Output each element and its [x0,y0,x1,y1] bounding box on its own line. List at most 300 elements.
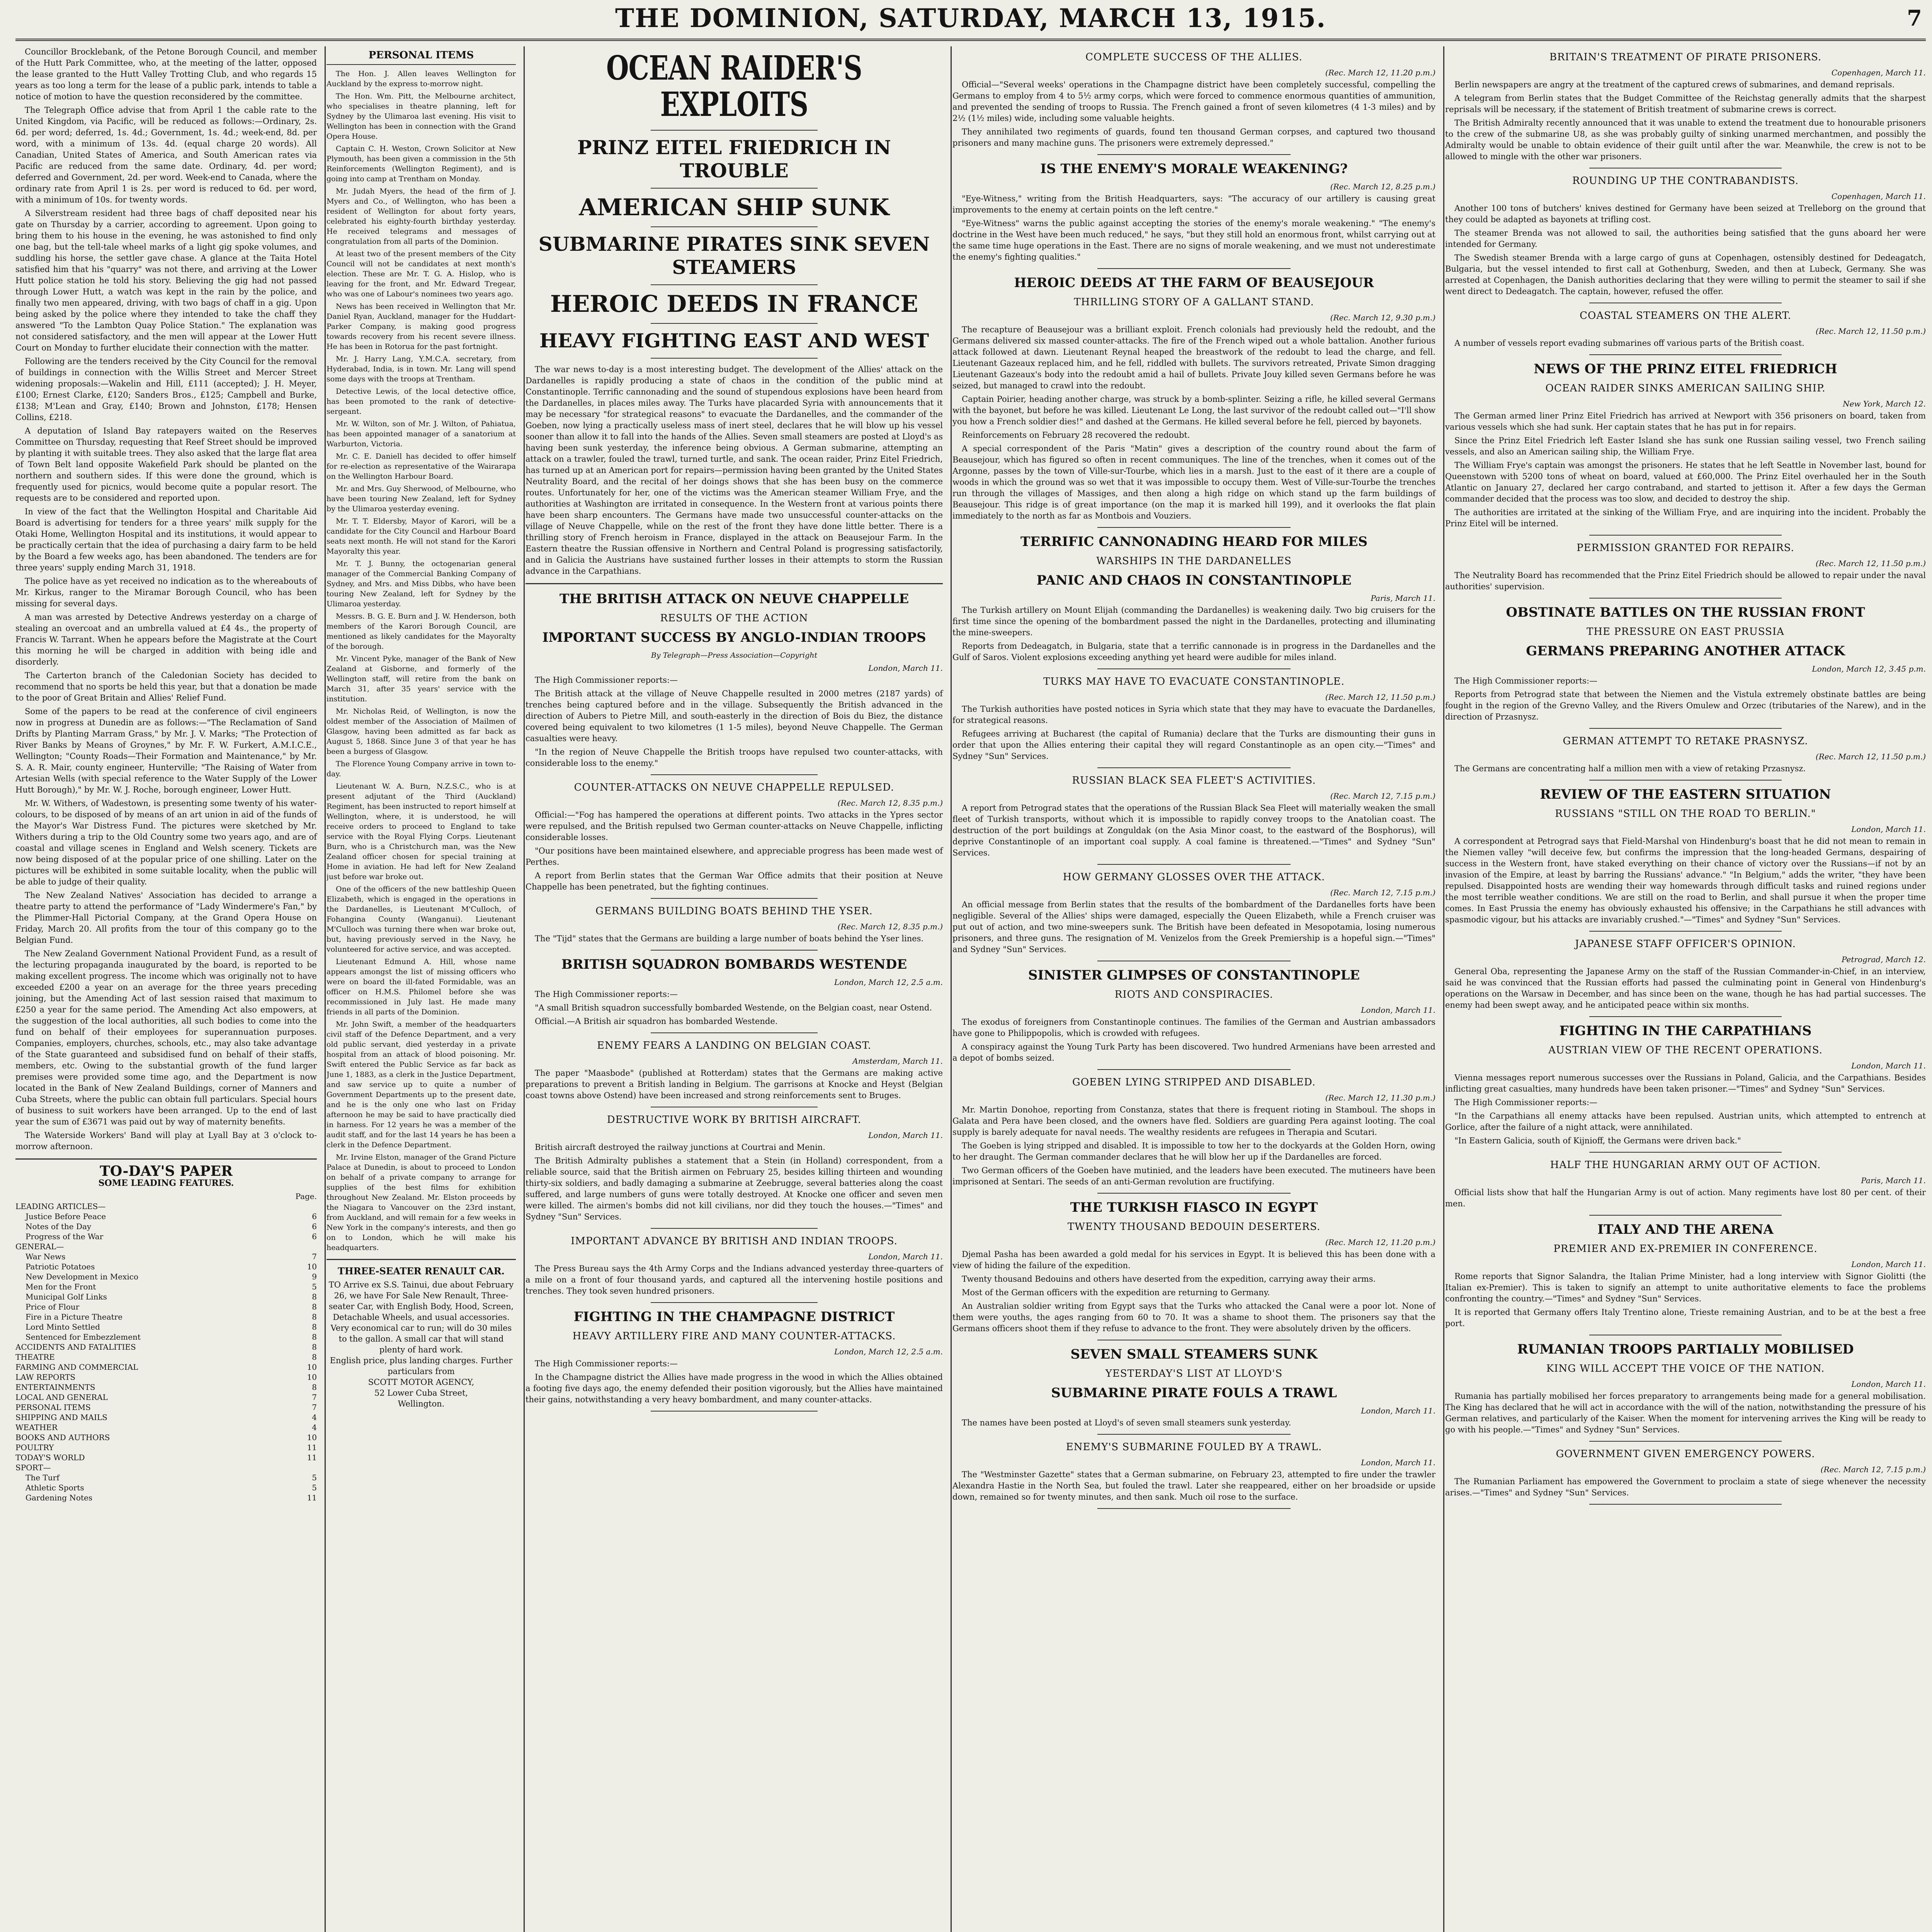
contents-label: BOOKS AND AUTHORS [15,1433,110,1442]
section-paragraph: The steamer Brenda was not allowed to sail, the authorities being satisfied that the guns aboard her were intended for Germany. [1445,228,1926,249]
divider [651,284,818,285]
contents-row [15,1452,317,1463]
column-local-news [15,46,326,1932]
personal-item: The Florence Young Company arrive in town to-day. [327,760,516,778]
section-paragraph: The names have been posted at Lloyd's of seven small steamers sunk yesterday. [962,1418,1291,1427]
divider [1097,1193,1291,1194]
section-subheadline: RIOTS AND CONSPIRACIES. [1114,989,1274,1000]
section-headline: FIGHTING IN THE CARPATHIANS [1559,1023,1812,1039]
section-paragraph: The "Tijd" states that the Germans are building a large number of boats behind the Yser lines. [535,934,924,943]
divider [1097,154,1291,155]
section-paragraph: A special correspondent of the Paris "Matin" gives a description of the country round about the farm of Beausejour, which has figured so often in recent communiques. The line of the trenches, when it comes out of the Argonne, passes by the town of Ville-sur-Tourbe, which lies in a marsh. Just to the east of it there are a couple of woods in which the ground was so wet that it was impossible to occupy them. West of Ville-sur-Tourbe the trenches run through the villages of Massiges, and then along a high ridge on which stand up the farm buildings of Beausejour. This ridge is of great importance (on the map it is marked hill 199), and it overlooks the flat plain immediately to the north as far as Montbois and Vouziers. [952,444,1435,520]
contents-label: LAW REPORTS [15,1372,76,1382]
section-paragraph: Captain Poirier, heading another charge, was struck by a bomb-splinter. Seizing a rifle, he killed several Germans with the bayonet, but before he was killed. Lieutenant Le Long, the last survivor of the redoubt called out—"I'll show you how a French soldier dies!" and dashed at the Germans. He killed several before he fell, pierced by bayonets. [952,395,1435,426]
news-section [526,590,943,775]
contents-box [15,1163,317,1503]
contents-row [15,1372,317,1382]
section-paragraph: A correspondent at Petrograd says that Field-Marshal von Hindenburg's boast that he did not mean to remain in the Niemen valley "will deceive few, but confirms the impression that the long-headed Germans, despairing of success in the Western front, have staked everything on their chance of victory over the Russians—if not by an invasion of the Empire, at least by barring the Russians' advance." "In Belgium," adds the writer, "they have been repulsed. Disappointed hosts are wending their way homewards through difficult tasks and ruined regions under the most terrible weather conditions. We are still on the road to Berlin, and shall pursue it when the proper time comes. In East Prussia the enemy has obviously exhausted his offensive; in the Carpathians he still advances with spasmodic vigour, but his attacks are invariably crushed."—"Times" and Sydney "Sun" Services. [1445,837,1926,924]
personal-item: Mr. T. T. Eldersby, Mayor of Karori, will be a candidate for the City Council and Harbour Board seats next month. He will not stand for the Karori Mayoralty this year. [327,517,516,556]
section-headline: IMPORTANT ADVANCE BY BRITISH AND INDIAN TROOPS. [571,1235,898,1247]
ad-line: SCOTT MOTOR AGENCY, [368,1378,474,1387]
news-section [1445,361,1926,536]
section-paragraph: "Eye-Witness" warns the public against accepting the stories of the enemy's morale weakening." "The enemy's doctrine in the West have been much reduced," he says, "but they still hold an enormous front, whilst carrying out at the same time huge operations in the East. There are no signs of morale weakening, and we must not underestimate the enemy's fighting qualities." [952,219,1435,262]
contents-row [15,1432,317,1442]
contents-page: 10 [307,1362,317,1372]
lead-paragraph: The war news to-day is a most interesting budget. The development of the Allies' attack on the Dardanelles is rapidly producing a state of chaos in the condition of the public mind at Constantinople. Terrific cannonading and the sound of stupendous explosions have been heard from the Dardanelles, in places miles away. The Turks have placarded Syria with announcements that it may be necessary "for strategical reasons" to evacuate the Dardanelles, and the commander of the Goeben, now lying a practically useless mass of inert steel, declares that he will blow up his vessel sooner than allow it to fall into the hands of the Allies. Seven small steamers are posted at Lloyd's as having been sunk yesterday, the inference being obvious. A German submarine, attempting an attack on a trawler, fouled the trawl, turned turtle, and sank. The ocean raider, Prinz Eitel Friedrich, has turned up at an American port for repairs—permission having been granted by the United States Neutrality Board, and the recital of her doings shows that she has been busy on the commerce routes. Unfortunately for her, one of the victims was the American steamer William Frye, and the authorities at Washington are irritated in consequence. In the Western front at various points there have been sharp encounters. The Germans have made two unsuccessful counter-attacks on the village of Neuve Chappelle, while on the rest of the front they have done little better. There is a thrilling story of French heroism in France, displayed in the attack on Beausejour Farm. In the Eastern theatre the Russian offensive in Northern and Central Poland is progressing satisfactorily, and in Galicia the Austrians have sustained further losses in their attempts to storm the Russian advance in the Carpathians. [526,365,943,576]
dateline: London, March 11. [868,1252,943,1261]
contents-page: 8 [312,1352,317,1362]
contents-row [15,1312,317,1322]
masthead [15,0,1926,41]
divider [651,898,818,899]
contents-label: Justice Before Peace [26,1212,106,1221]
section-paragraph: Mr. Martin Donohoe, reporting from Constanza, states that there is frequent rioting in Stamboul. The shops in Galata and Pera have been closed, and the owners have fled. Soldiers are guarding Pera against looting. The coal supply is barely adequate for naval needs. The wealthy residents are refugees in Therapia and Scutari. [952,1105,1435,1137]
section-headline: NEWS OF THE PRINZ EITEL FRIEDRICH [1534,361,1837,377]
news-paragraph: The Carterton branch of the Caledonian Society has decided to recommend that no sports be held this year, but that a donation be made to the poor of Great Britain and Allies' Relief Fund. [15,671,317,702]
personal-item: At least two of the present members of the City Council will not be candidates at next month's election. These are Mr. T. G. A. Hislop, who is leaving for the front, and Mr. Edward Tregear, who was one of Labour's nominees two years ago. [327,250,516,298]
contents-label: Fire in a Picture Theatre [26,1312,123,1321]
contents-row [15,1342,317,1352]
contents-label: ACCIDENTS AND FATALITIES [15,1342,136,1352]
contents-row [15,1282,317,1292]
section-paragraph: Most of the German officers with the expedition are returning to Germany. [962,1288,1270,1297]
personal-items-paragraphs [327,69,516,1253]
contents-label: FARMING AND COMMERCIAL [15,1362,138,1372]
section-headline: BRITAIN'S TREATMENT OF PIRATE PRISONERS. [1549,51,1822,63]
section-subheadline: RUSSIANS "STILL ON THE ROAD TO BERLIN." [1555,808,1816,820]
divider [1097,527,1291,528]
headline-prinz-eitel: PRINZ EITEL FRIEDRICH IN TROUBLE [577,136,891,182]
ad-title: THREE-SEATER RENAULT CAR. [338,1265,505,1277]
section-headline: IS THE ENEMY'S MORALE WEAKENING? [1040,161,1348,177]
cable-credit: By Telegraph—Press Association—Copyright [651,651,818,660]
dateline: (Rec. March 12, 11.50 p.m.) [1815,559,1926,568]
personal-item: Lieutenant W. A. Burn, N.Z.S.C., who is at present adjutant of the Third (Auckland) Regiment, has been instructed to report himself at Wellington, where, it is understood, he will receive orders to proceed to England to take service with the Royal Flying Corps. Lieutenant Burn, who is a Christchurch man, was the New Zealand officer chosen for special training at Home in aviation. He had left for New Zealand just before war broke out. [327,782,516,881]
divider [651,226,818,227]
news-section [1445,50,1926,168]
section-paragraph: Official lists show that half the Hungarian Army is out of action. Many regiments have lost 80 per cent. of their men. [1445,1188,1926,1208]
section-subheadline: IMPORTANT SUCCESS BY ANGLO-INDIAN TROOPS [542,630,926,645]
news-section [526,1308,943,1412]
contents-row [15,1302,317,1312]
news-paragraph: A deputation of Island Bay ratepayers waited on the Reserves Committee on Thursday, requesting that Reef Street should be improved by planting it with suitable trees. They also asked that the large flat area of Town Belt land opposite Wakefield Park should be planted on the northern and southern sides. If this were done the ground, which is frequently used for picnics, would become quite a popular resort. The requests are to be considered and reported upon. [15,426,317,503]
news-section [526,1113,943,1229]
news-section [1445,604,1926,729]
divider [651,1228,818,1229]
divider [1589,728,1782,729]
headline-heroic-deeds: HEROIC DEEDS IN FRANCE [550,291,918,318]
divider [651,1411,818,1412]
section-paragraph: "In the region of Neuve Chappelle the British troops have repulsed two counter-attacks, with considerable loss to the enemy." [526,747,943,768]
personal-item: Captain C. H. Weston, Crown Solicitor at New Plymouth, has been given a commission in the 5th Reinforcements (Wellington Regiment), and is going into camp at Trentham on Monday. [327,145,516,183]
news-paragraph: In view of the fact that the Wellington Hospital and Charitable Aid Board is advertising for tenders for a three years' milk supply for the Otaki Home, Wellington Hospital and its institutions, it would appear to be practically certain that the idea of purchasing a dairy farm to be held by the Board a few weeks ago, has been abandoned. The tenders are for three years' supply ending March 31, 1918. [15,507,317,572]
divider [651,130,818,131]
divider [1097,1508,1291,1509]
contents-row [15,1362,317,1372]
news-paragraph: A Silverstream resident had three bags of chaff deposited near his gate on Thursday by a carrier, according to agreement. Upon going to bring them to his house in the evening, he was astonished to find only one bag, but the tell-tale wheel marks of a light gig spoke volumes, and suddling his horse, the settler gave chase. A glance at the Taita Hotel satisfied him that his "quarry" was not there, and arriving at the Lower Hutt police station he told his story. Believing the gig had not passed through Lower Hutt, a watch was kept in the rain by the police, and finally two men appeared, driving, with two bags of chaff in a gig. Upon being asked by the police where they intended to take the chaff they answered "To the Lambton Quay Police Station." The explanation was not considered satisfactory, and the men will appear at the Lower Hutt Court on Monday to further elucidate their connection with the matter. [15,209,317,352]
section-headline: RUSSIAN BLACK SEA FLEET'S ACTIVITIES. [1072,775,1316,786]
dateline: (Rec. March 12, 7.15 p.m.) [1330,791,1435,801]
contents-row [15,1422,317,1432]
personal-item: Mr. T. J. Bunny, the octogenarian general manager of the Commercial Banking Company of Sydney, and Mrs. and Miss Dibbs, who have been touring New Zealand, left for Sydney by the Ulimaroa yesterday. [327,560,516,608]
contents-row [15,1412,317,1422]
section-paragraph: A report from Berlin states that the German War Office admits that their position at Neuve Chappelle has been penetrated, but the fighting continues. [526,871,943,891]
contents-label: SPORT— [15,1463,51,1472]
news-section [952,675,1435,768]
section-paragraph: The High Commissioner reports:— [1454,1098,1598,1107]
contents-subtitle: SOME LEADING FEATURES. [98,1178,234,1188]
contents-row [15,1402,317,1412]
section-headline: TURKS MAY HAVE TO EVACUATE CONSTANTINOPLE. [1043,676,1345,687]
column-dardanelles-news [952,46,1444,1932]
contents-page: 4 [312,1413,317,1422]
section-paragraph: Reports from Petrograd state that between the Niemen and the Vistula extremely obstinate battles are being fought in the region of the Grevno Valley, and the Rivers Omulew and Orzec (tributaries of the Narew), and in the direction of Przasnysz. [1445,690,1926,721]
section-headline: ENEMY'S SUBMARINE FOULED BY A TRAWL. [1066,1441,1322,1453]
section-paragraph: The authorities are irritated at the sinking of the William Frye, and are inquiring into the incident. Probably the Prinz Eitel will be interned. [1445,508,1926,528]
dateline: (Rec. March 12, 11.30 p.m.) [1325,1093,1435,1102]
news-section [1445,1447,1926,1505]
section-headline: THE TURKISH FIASCO IN EGYPT [1070,1200,1318,1215]
personal-item: Mr. John Swift, a member of the headquarters civil staff of the Defence Department, and a very old public servant, died yesterday in a private hospital from an attack of blood poisoning. Mr. Swift entered the Public Service as far back as June 1, 1883, as a clerk in the Justice Department, and saw service up to quite a number of Government Departments up to the present date, and he is the only one who last on Friday afternoon he may be said to have practically died in harness. For 12 years he was a member of the audit staff, and for the last 14 years he has been a clerk in the Defence Department. [327,1020,516,1149]
section-headline: COUNTER-ATTACKS ON NEUVE CHAPPELLE REPULSED. [574,782,895,793]
news-section [1445,541,1926,599]
section-headline: TERRIFIC CANNONADING HEARD FOR MILES [1020,534,1368,549]
contents-title: TO-DAY'S PAPER [100,1163,233,1179]
contents-page: 8 [312,1292,317,1301]
personal-item: Mr. Irvine Elston, manager of the Grand Picture Palace at Dunedin, is about to proceed to London on behalf of a private company to arrange for supplies of the best films for exhibition throughout New Zealand. Mr. Elston proceeds by the Niagara to Vancouver on the 23rd instant, from Auckland, and will remain for a few weeks in New York in the company's interests, and then go on to London, which he will make his headquarters. [327,1153,516,1252]
section-paragraph: Reinforcements on February 28 recovered the redoubt. [962,430,1190,440]
section-paragraph: The High Commissioner reports:— [535,990,678,999]
section-paragraph: In the Champagne district the Allies have made progress in the wood in which the Allies obtained a footing five days ago, the enemy defended their position vigorously, but the Allies have maintained their gains, notwithstanding a very heavy bombardment, and many counter-attacks. [526,1372,943,1404]
dardanelles-sections [952,50,1435,1509]
section-paragraph: Official:—"Fog has hampered the operations at different points. Two attacks in the Ypres sector were repulsed, and the British repulsed two German counter-attacks on Neuve Chappelle, inflicting considerable losses. [526,810,943,842]
divider [651,950,818,951]
contents-label: LOCAL AND GENERAL [15,1393,108,1402]
dateline: London, March 11. [868,663,943,673]
divider [651,774,818,775]
contents-row [15,1493,317,1503]
contents-page: 6 [312,1212,317,1221]
dateline: (Rec. March 12, 11.50 p.m.) [1815,327,1926,336]
contents-row [15,1201,317,1211]
section-headline: THE BRITISH ATTACK ON NEUVE CHAPPELLE [559,591,909,607]
news-section [1445,309,1926,355]
section-headline: GERMANS BUILDING BOATS BEHIND THE YSER. [595,905,873,917]
section-paragraph: The recapture of Beausejour was a brilliant exploit. French colonials had previously held the redoubt, and the Germans delivered six massed counter-attacks. The fire of the French wiped out a whole battalion. Another furious attack followed at dawn. Lieutenant Reynal heaped the breastwork of the redoubt to lead the charge, and fell. Lieutenant Gazeaux replaced him, and he fell, riddled with bullets. The survivors retreated, Private Simon dragging Lieutenant Gazeaux's body into the redoubt amid a hail of bullets. Private Jouy killed seven Germans before he was seized, but managed to crawl into the redoubt. [952,325,1435,390]
dateline: London, March 11. [868,1131,943,1140]
dateline: London, March 11. [1851,1061,1926,1070]
section-paragraph: An official message from Berlin states that the results of the bombardment of the Dardanelles forts have been negligible. Several of the Allies' ships were damaged, especially the Queen Elizabeth, while a French cruiser was put out of action, and two mine-sweepers sunk. The British have been defeated in Mesopotamia, losing numerous prisoners, and three guns. The resignation of M. Venizelos from the Greek Premiership is a hopeful sign.—"Times" and Sydney "Sun" Services. [952,900,1435,954]
section-headline: COASTAL STEAMERS ON THE ALERT. [1580,310,1791,321]
personal-item: Mr. Vincent Pyke, manager of the Bank of New Zealand at Gisborne, and formerly of the Wellington staff, will retire from the bank on March 31, after 35 years' service with the institution. [327,655,516,703]
contents-label: Athletic Sports [26,1483,84,1492]
contents-page: 9 [312,1272,317,1281]
section-headline: COMPLETE SUCCESS OF THE ALLIES. [1085,51,1303,63]
contents-label: Men for the Front [26,1282,96,1291]
news-section [526,781,943,899]
news-section [952,967,1435,1070]
contents-page: 8 [312,1342,317,1352]
ad-line: Wellington. [398,1399,445,1408]
contents-row [15,1382,317,1392]
news-section [952,1346,1435,1435]
contents-label: THEATRE [15,1352,55,1362]
dateline: Petrograd, March 12. [1841,955,1926,964]
contents-row [15,1221,317,1231]
divider [15,1158,317,1160]
personal-item: News has been received in Wellington that Mr. Daniel Ryan, Auckland, manager for the Huddart-Parker Company, is making good progress towards recovery from his recent severe illness. He has been in Rotorua for the past fortnight. [327,302,516,351]
section-paragraph: An Australian soldier writing from Egypt says that the Turks who attacked the Canal were a poor lot. None of them were youths, the ages ranging from 60 to 70. It was a shame to shoot them. The prisoners say that the Germans officers shoot them if they refuse to advance to the front. They were absolutely driven by the officers. [952,1301,1435,1333]
news-section [1445,1022,1926,1153]
section-paragraph: "In Eastern Galicia, south of Kijnioff, the Germans were driven back." [1454,1136,1741,1145]
divider [1589,1152,1782,1153]
section-subheadline: GERMANS PREPARING ANOTHER ATTACK [1526,643,1845,659]
contents-label: War News [26,1252,66,1261]
section-paragraph: Another 100 tons of butchers' knives destined for Germany have been seized at Trelleborg on the ground that they could be adapted as bayonets at trifling cost. [1445,204,1926,224]
contents-label: GENERAL— [15,1242,64,1251]
dateline: New York, March 12. [1843,399,1926,408]
dateline: London, March 12, 2.5 a.m. [834,1347,943,1356]
divider [651,358,818,359]
news-paragraph: The Waterside Workers' Band will play at Lyall Bay at 3 o'clock to-morrow afternoon. [15,1131,317,1151]
section-paragraph: The Goeben is lying stripped and disabled. It is impossible to tow her to the dockyards at the Golden Horn, owing to her draught. The German commander declares that he will blow her up if the Dardanelles are forced. [952,1141,1435,1162]
section-headline: SINISTER GLIMPSES OF CONSTANTINOPLE [1028,968,1360,983]
section-paragraph: The British Admiralty recently announced that it was unable to extend the treatment due to honourable prisoners to the crew of the submarine U8, as she was probably guilty of sinking unarmed merchantmen, and possibly the Admiralty would be unable to obtain evidence of their guilt until after the war. Meanwhile, the crew is not to be allowed to mingle with the other war prisoners. [1445,118,1926,161]
section-headline: FIGHTING IN THE CHAMPAGNE DISTRICT [573,1309,895,1325]
section-subheadline: YESTERDAY'S LIST AT LLOYD'S [1105,1368,1283,1379]
contents-label: Notes of the Day [26,1222,92,1231]
section-headline: PERMISSION GRANTED FOR REPAIRS. [1577,542,1794,554]
divider [327,1259,516,1260]
section-paragraph: The Turkish artillery on Mount Elijah (commanding the Dardanelles) is weakening daily. Two big cruisers for the first time since the opening of the bombardment passed the night in the Dardanelles, protecting and illuminating the mine-sweepers. [952,605,1435,637]
news-section [526,904,943,951]
news-paragraph: Mr. W. Withers, of Wadestown, is presenting some twenty of his water-colours, to be disposed of by means of an art union in aid of the funds of the Mayor's War Distress Fund. The pictures were sketched by Mr. Withers during a trip to the Old Country some two years ago, and are of coastal and village scenes in England and Welsh scenery. Tickets are now being disposed of at the popular price of one shilling. Later on the pictures will be exhibited in some suitable locality, when the public will be able to judge of their quality. [15,799,317,886]
section-paragraph: "Eye-Witness," writing from the British Headquarters, says: "The accuracy of our artillery is causing great improvements to the enemy at certain points on the left centre." [952,194,1435,214]
contents-row [15,1352,317,1362]
section-paragraph: "A small British squadron successfully bombarded Westende, on the Belgian coast, near Ostend. [535,1003,932,1012]
divider [1589,780,1782,781]
section-paragraph: Official.—A British air squadron has bombarded Westende. [535,1017,778,1026]
column-personal-items [327,46,525,1932]
personal-item: One of the officers of the new battleship Queen Elizabeth, which is engaged in the operations in the Dardanelles, is Lieutenant M'Culloch, of Fohangina County (Wanganui). Lieutenant M'Culloch was turning there when war broke out, but, having previously served in the Navy, he volunteered for active service, and was accepted. [327,885,516,954]
personal-item: Mr. C. E. Daniell has decided to offer himself for re-election as representative of the Wairarapa on the Wellington Harbour Board. [327,452,516,481]
section-paragraph: The German armed liner Prinz Eitel Friedrich has arrived at Newport with 356 prisoners on board, taken from various vessels which she had sunk. Her captain states that he has put in for repairs. [1445,411,1926,432]
contents-label: ENTERTAINMENTS [15,1383,95,1392]
divider [1589,1441,1782,1442]
masthead-title: THE DOMINION, SATURDAY, MARCH 13, 1915. [615,3,1327,33]
contents-page: 11 [307,1443,317,1452]
dateline: (Rec. March 12, 8.25 p.m.) [1330,182,1435,191]
section-headline: GERMAN ATTEMPT TO RETAKE PRASNYSZ. [1563,735,1808,747]
section-paragraph: The High Commissioner reports:— [535,675,678,685]
section-headline: SEVEN SMALL STEAMERS SUNK [1070,1347,1318,1362]
news-paragraph: The police have as yet received no indication as to the whereabouts of Mr. Kirkus, ranger to the Miramar Borough Council, who has been missing for several days. [15,577,317,608]
news-section [1445,1341,1926,1442]
contents-row [15,1473,317,1483]
section-paragraph: Vienna messages report numerous successes over the Russians in Poland, Galicia, and the Carpathians. Besides inflicting great casualties, many hundreds have been taken prisoner.—"Times" and Sydney "Sun" Services. [1445,1073,1926,1094]
section-headline: HEROIC DEEDS AT THE FARM OF BEAUSEJOUR [1014,275,1374,291]
headline-ocean-raider: OCEAN RAIDER'S EXPLOITS [606,49,862,124]
column-main-war-news [526,46,952,1932]
section-paragraph: Official—"Several weeks' operations in the Champagne district have been completely successful, compelling the Germans to employ from 4 to 5½ army corps, which were forced to commence enormous quantities of ammunition, and prevented the sending of troops to Russia. The French gained a front of seven kilometres (4 1-3 miles) and by 2½ (1½ miles) wide, including some valuable heights. [952,80,1435,123]
dateline: Paris, March 11. [1861,1176,1926,1185]
news-section [526,1039,943,1107]
contents-label: Municipal Golf Links [26,1292,107,1301]
news-paragraph: A man was arrested by Detective Andrews yesterday on a charge of stealing an overcoat and an umbrella valued at £4 4s., the property of Francis W. Tarrant. When he appears before the Magistrate at the Court this morning he will be charged in addition with being idle and disorderly. [15,612,317,667]
section-headline: OBSTINATE BATTLES ON THE RUSSIAN FRONT [1506,605,1865,620]
section-paragraph: A number of vessels report evading submarines off various parts of the British coast. [1454,338,1804,348]
dateline: (Rec. March 12, 11.50 p.m.) [1815,752,1926,761]
contents-label: Lord Minto Settled [26,1322,100,1332]
contents-page: 5 [312,1473,317,1482]
eastern-front-sections [1445,50,1926,1505]
news-section [952,1075,1435,1194]
section-paragraph: "In the Carpathians all enemy attacks have been repulsed. Austrian units, which attempted to entrench at Gorlice, after the failure of a night attack, were annihilated. [1445,1111,1926,1132]
personal-item: Mr. J. Harry Lang, Y.M.C.A. secretary, from Hyderabad, India, is in town. Mr. Lang will spend some days with the troops at Trentham. [327,355,516,383]
news-section [1445,174,1926,303]
contents-page: 8 [312,1383,317,1392]
section-headline: BRITISH SQUADRON BOMBARDS WESTENDE [561,957,907,972]
contents-label: LEADING ARTICLES— [15,1202,106,1211]
divider [1589,535,1782,536]
news-section [952,274,1435,528]
contents-label: Sentenced for Embezzlement [26,1332,141,1342]
divider [1097,1069,1291,1070]
section-paragraph: The Turkish authorities have posted notices in Syria which state that they may have to evacuate the Dardanelles, for strategical reasons. [952,704,1435,725]
section-paragraph: Rumania has partially mobilised her forces preparatory to arrangements being made for a general mobilisation. The King has declared that he will act in accordance with the will of the nation, notwithstanding the pressure of his German relatives, and particularly of the Kaiser. When the moment for intervening arrives the King will be ready to go with his people.—"Times" and Sydney "Sun" Services. [1445,1391,1926,1434]
column-eastern-front-news [1445,46,1926,1932]
dateline: (Rec. March 12, 7.15 p.m.) [1330,888,1435,897]
ad-line: English price, plus landing charges. Further particulars from [330,1356,513,1376]
divider [1589,598,1782,599]
section-paragraph: The High Commissioner reports:— [535,1359,678,1368]
news-section [952,774,1435,865]
section-paragraph: The paper "Maasbode" (published at Rotterdam) states that the Germans are making active preparations to prevent a British landing in Belgium. The garrisons at Knocke and Heyst (Belgian coast towns above Ostend) have been increased and strong reinforcements sent to Bruges. [526,1068,943,1100]
section-paragraph: Berlin newspapers are angry at the treatment of the captured crews of submarines, and demand reprisals. [1454,80,1895,89]
section-paragraph: British aircraft destroyed the railway junctions at Courtrai and Menin. [535,1143,826,1152]
contents-page: 8 [312,1332,317,1342]
section-subheadline: KING WILL ACCEPT THE VOICE OF THE NATION. [1546,1363,1825,1374]
dateline: Paris, March 11. [1371,594,1435,603]
contents-page: 4 [312,1423,317,1432]
divider [651,1032,818,1033]
contents-row [15,1442,317,1452]
divider [651,188,818,189]
section-subheadline: AUSTRIAN VIEW OF THE RECENT OPERATIONS. [1548,1044,1823,1056]
dateline: London, March 11. [1851,825,1926,834]
news-section [526,956,943,1033]
section-headline: RUMANIAN TROOPS PARTIALLY MOBILISED [1517,1342,1854,1357]
section-paragraph: Reports from Dedeagatch, in Bulgaria, state that a terrific cannonade is in progress in the Dardanelles and the Gulf of Saros. Violent explosions exceeding anything yet heard were audible for miles inland. [952,641,1435,662]
contents-label: The Turf [26,1473,60,1482]
contents-label: New Development in Mexico [26,1272,139,1281]
contents-row [15,1231,317,1242]
section-headline: REVIEW OF THE EASTERN SITUATION [1540,787,1831,802]
section-paragraph: Twenty thousand Bedouins and others have deserted from the expedition, carrying away their arms. [962,1274,1376,1284]
section-paragraph: "Our positions have been maintained elsewhere, and appreciable progress has been made west of Perthes. [526,846,943,867]
dateline: (Rec. March 12, 7.15 p.m.) [1820,1465,1926,1474]
dateline: London, March 11. [1361,1458,1435,1467]
headline-american-ship: AMERICAN SHIP SUNK [579,194,889,221]
news-section [526,1234,943,1303]
section-paragraph: A conspiracy against the Young Turk Party has been discovered. Two hundred Armenians have been arrested and a depot of bombs seized. [952,1042,1435,1063]
contents-page: 11 [307,1453,317,1462]
section-paragraph: The Press Bureau says the 4th Army Corps and the Indians advanced yesterday three-quarters of a mile on a front of four thousand yards, and captured all the intervening hostile positions and trenches. They took seven hundred prisoners. [526,1264,943,1296]
contents-label: POULTRY [15,1443,54,1452]
section-paragraph: The British attack at the village of Neuve Chappelle resulted in 2000 metres (2187 yards) of trenches being captured before and in the village. Subsequently the British advanced in the direction of Aubers to Pietre Mill, and south-easterly in the direction of Bois du Biez, the distance covered being equivalent to two kilometres (1 1-5 miles), beyond Neuve Chappelle. The German casualties were heavy. [526,689,943,743]
news-section [952,870,1435,961]
news-section [1445,1221,1926,1335]
personal-item: Detective Lewis, of the local detective office, has been promoted to the rank of detective-sergeant. [327,387,516,416]
dateline: London, March 11. [1851,1260,1926,1269]
page-number: 7 [1907,5,1922,31]
section-paragraph: The Germans are concentrating half a million men with a view of retaking Przasnysz. [1454,764,1806,773]
section-paragraph: The Rumanian Parliament has empowered the Government to proclaim a state of siege whenever the necessity arises.—"Times" and Sydney "Sun" Services. [1445,1477,1926,1497]
section-paragraph: Since the Prinz Eitel Friedrich left Easter Island she has sunk one Russian sailing vessel, two French sailing vessels, and also an American sailing ship, the William Frye. [1445,436,1926,456]
contents-label: Gardening Notes [26,1493,93,1502]
section-paragraph: General Oba, representing the Japanese Army on the staff of the Russian Commander-in-Chief, in an interview, said he was convinced that the Russian efforts had passed the culminating point in General von Hindenburg's operations on the Warsaw in December, and has since been on the wane, though he has had partial successes. The enemy had been swept away, and he anticipated peace within six months. [1445,967,1926,1010]
divider [526,583,943,584]
ad-line: TO Arrive ex S.S. Tainui, due about February 26, we have For Sale New Renault, Three-seater Car, with English Body, Hood, Screen, Detachable Wheels, and usual accessories. [328,1280,514,1322]
personal-item: Mr. Nicholas Reid, of Wellington, is now the oldest member of the Association of Mailmen of Glasgow, having been admitted as far back as August 5, 1868. Since June 3 of that year he has been a burgess of Glasgow. [327,707,516,756]
contents-label: TODAY'S WORLD [15,1453,85,1462]
headline-submarine-pirates: SUBMARINE PIRATES SINK SEVEN STEAMERS [538,233,930,279]
section-paragraph: The British Admiralty publishes a statement that a Stein (in Holland) correspondent, from a reliable source, said that the British airmen on February 25, besides killing thirteen and wounding thirty-six soldiers, and badly damaging a submarine at Zeebrugge, several batteries along the coast suffered, and large numbers of guns were totally destroyed. At Knocke one officer and seven men were killed. The airmen's bombs did not kill civilians, nor did they touch the houses.—"Times" and Sydney "Sun" Services. [526,1156,943,1221]
news-paragraph: The New Zealand Natives' Association has decided to arrange a theatre party to attend the performance of "Lady Windermere's Fan," by the Plimmer-Hall Pictorial Company, at the Grand Opera House on Friday, March 20. All profits from the tour of this company go to the Belgian Fund. [15,891,317,945]
section-headline: GOVERNMENT GIVEN EMERGENCY POWERS. [1556,1448,1815,1460]
news-section [952,533,1435,669]
section-paragraph: The High Commissioner reports:— [1454,676,1598,685]
section-subheadline: WARSHIPS IN THE DARDANELLES [1096,555,1292,567]
section-headline: ROUNDING UP THE CONTRABANDISTS. [1572,175,1799,187]
divider [1097,668,1291,669]
contents-page: 11 [307,1493,317,1502]
news-section [952,1199,1435,1340]
contents-page: 8 [312,1322,317,1332]
personal-item: The Hon. J. Allen leaves Wellington for Auckland by the express to-morrow night. [327,70,516,88]
contents-page: 10 [307,1433,317,1442]
news-section [1445,786,1926,932]
divider [1589,931,1782,932]
section-subheadline: THE PRESSURE ON EAST PRUSSIA [1587,626,1784,638]
section-paragraph: The exodus of foreigners from Constantinople continues. The families of the German and Austrian ambassadors have gone to Philippopolis, which is crowded with refugees. [952,1017,1435,1038]
contents-page: 8 [312,1302,317,1311]
contents-label: WEATHER [15,1423,58,1432]
section-subheadline: HEAVY ARTILLERY FIRE AND MANY COUNTER-ATTACKS. [572,1330,896,1342]
section-paragraph: Two German officers of the Goeben have mutinied, and the leaders have been executed. The mutineers have been imprisoned at Sentari. The seeds of an anti-German revolution are fructifying. [952,1166,1435,1186]
news-paragraph: Councillor Brocklebank, of the Petone Borough Council, and member of the Hutt Park Committee, who, at the meeting of the latter, opposed the lease granted to the Hutt Valley Trotting Club, and who regards 15 years as too long a term for the lease of a public park, intends to table a notice of motion to have the question reconsidered by the committee. [15,47,317,101]
war-news-sections [526,590,943,1412]
personal-item: Messrs. B. G. E. Burn and J. W. Henderson, both members of the Karori Borough Council, are mentioned as likely candidates for the Mayoralty of the borough. [327,612,516,651]
personal-item: Mr. W. Wilton, son of Mr. J. Wilton, of Pahiatua, has been appointed manager of a sanatorium at Warburton, Victoria. [327,420,516,448]
news-section [1445,1158,1926,1216]
contents-page: 6 [312,1222,317,1231]
section-subheadline: TWENTY THOUSAND BEDOUIN DESERTERS. [1067,1221,1321,1233]
section-paragraph: Djemal Pasha has been awarded a gold medal for his services in Egypt. It is believed this has been done with a view of hiding the failure of the expedition. [952,1250,1435,1270]
contents-header-row [15,1191,317,1201]
section-subheadline: THRILLING STORY OF A GALLANT STAND. [1074,296,1314,308]
divider [1589,1016,1782,1017]
ad-body [327,1279,516,1409]
section-paragraph: The William Frye's captain was amongst the prisoners. He states that he left Seattle in November last, bound for Queenstown with 5200 tons of wheat on board, valued at £60,000. The Prinz Eitel overhauled her in the South Atlantic on January 27, declared her cargo contraband, and started to jettison it. After a few days the German commander decided that the process was too slow, and decided to destroy the ship. [1445,461,1926,503]
section-paragraph: A telegram from Berlin states that the Budget Committee of the Reichstag generally admits that the sharpest reprisals will be necessary, if the statement of British treatment of submarine crews is correct. [1445,94,1926,114]
ad-line: Very economical car to run; will do 30 miles to the gallon. A small car that will stand plenty of hard work. [330,1323,512,1354]
ad-line: 52 Lower Cuba Street, [374,1388,468,1398]
contents-row [15,1322,317,1332]
personal-items-heading: PERSONAL ITEMS [327,49,516,65]
dateline: Copenhagen, March 11. [1831,68,1926,77]
personal-item: Mr. Judah Myers, the head of the firm of J. Myers and Co., of Wellington, who has been a resident of Wellington for about forty years, celebrated his eighty-fourth birthday yesterday. He received telegrams and messages of congratulation from all parts of the Dominion. [327,187,516,246]
